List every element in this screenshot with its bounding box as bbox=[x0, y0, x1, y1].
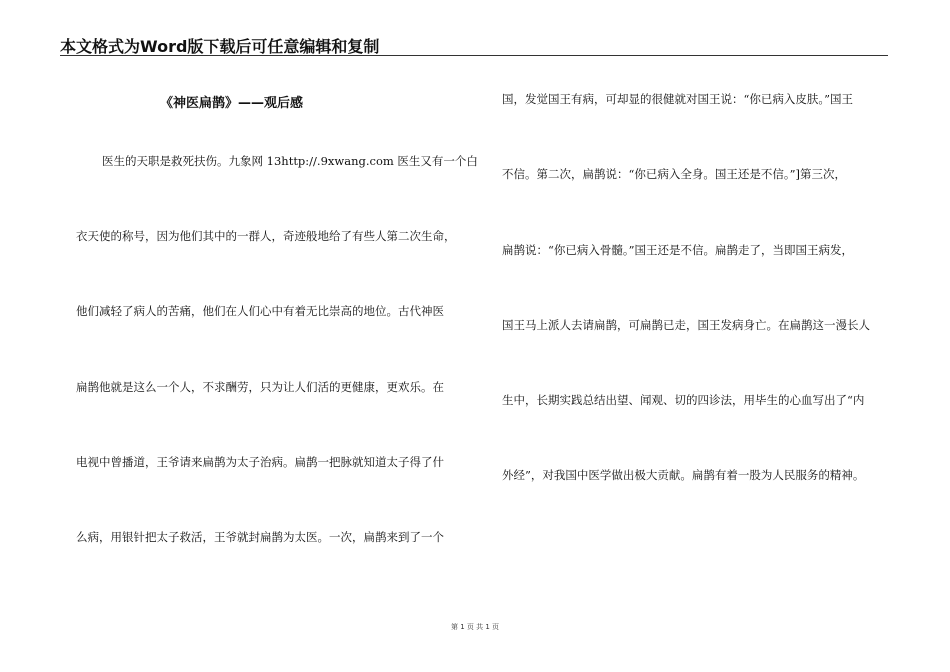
paragraph-line: 医生的天职是救死扶伤。九象网 13http://.9xwang.com 医生又有一个白 bbox=[102, 154, 478, 168]
paragraph-line: 不信。第二次，扁鹊说：“你已病入全身。国王还是不信。”]第三次， bbox=[502, 167, 846, 181]
page-number-footer: 第 1 页 共 1 页 bbox=[450, 623, 500, 631]
paragraph-line: 扁鹊他就是这么一个人，不求酬劳，只为让人们活的更健康，更欢乐。在 bbox=[76, 380, 444, 394]
paragraph-line: 衣天使的称号，因为他们其中的一群人，奇迹般地给了有些人第二次生命， bbox=[76, 229, 456, 243]
paragraph-line: 么病，用银针把太子救活，王爷就封扁鹊为太医。一次，扁鹊来到了一个 bbox=[76, 530, 444, 544]
paragraph-line: 生中，长期实践总结出望、闻观、切的四诊法，用毕生的心血写出了“内 bbox=[502, 393, 865, 407]
paragraph-line: 电视中曾播道，王爷请来扁鹊为太子治病。扁鹊一把脉就知道太子得了什 bbox=[76, 455, 444, 469]
banner-divider bbox=[60, 55, 888, 56]
paragraph-line: 外经”，对我国中医学做出极大贡献。扁鹊有着一股为人民服务的精神。 bbox=[502, 468, 865, 482]
document-title: 《神医扁鹊》——观后感 bbox=[160, 96, 304, 111]
paragraph-line: 他们减轻了病人的苦痛，他们在人们心中有着无比崇高的地位。古代神医 bbox=[76, 304, 444, 318]
document-banner: 本文格式为Word版下载后可任意编辑和复制 bbox=[60, 37, 380, 56]
paragraph-line: 扁鹊说：“你已病入骨髓。”国王还是不信。扁鹊走了，当即国王病发， bbox=[502, 243, 854, 257]
paragraph-line: 国，发觉国王有病，可却显的很健就对国王说：“你已病入皮肤。”国王 bbox=[502, 92, 854, 106]
paragraph-line: 国王马上派人去请扁鹊，可扁鹊已走，国王发病身亡。在扁鹊这一漫长人 bbox=[502, 318, 870, 332]
